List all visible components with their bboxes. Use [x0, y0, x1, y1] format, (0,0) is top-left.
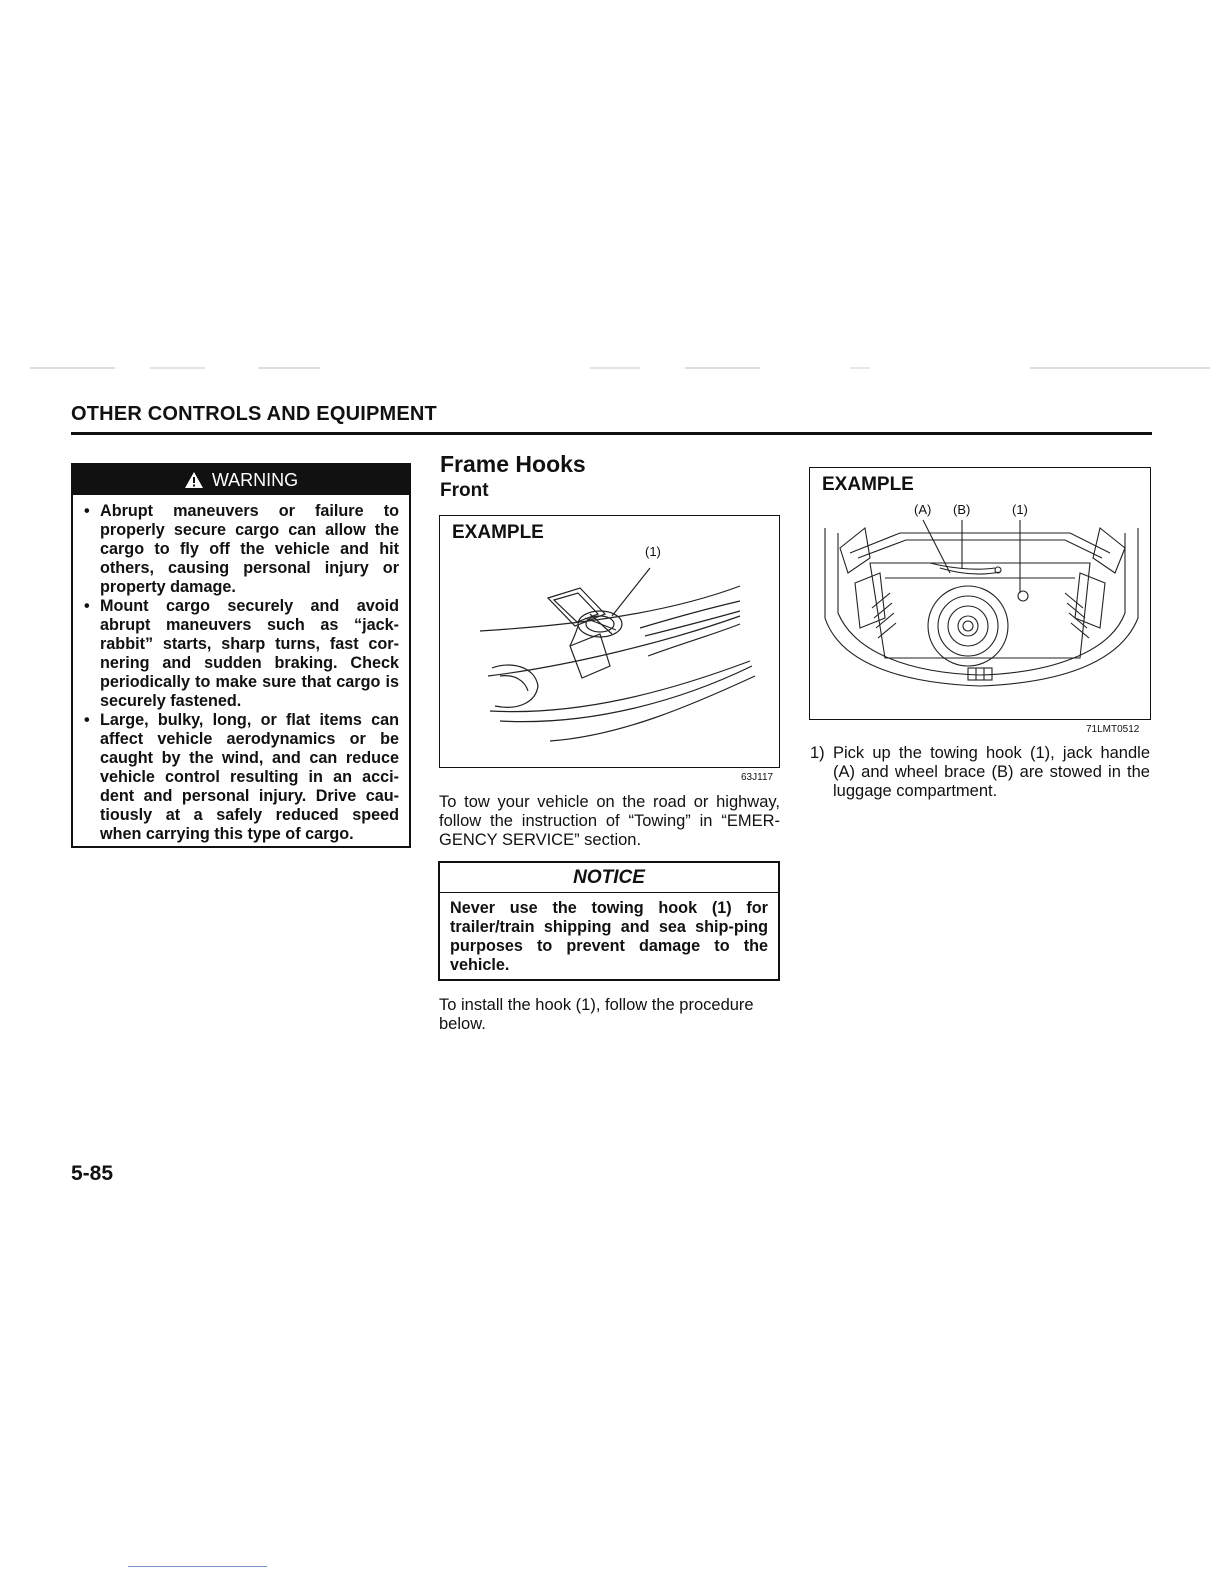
callout-a: (A) — [914, 502, 932, 517]
figure-code: 71LMT0512 — [1086, 724, 1140, 735]
step-text: Pick up the towing hook (1), jack handle (A) and wheel brace (B) are stowed in the luggage compartment. — [833, 744, 1150, 800]
figure-label: EXAMPLE — [822, 474, 914, 495]
bottom-rule — [128, 1566, 267, 1567]
page-number: 5-85 — [71, 1162, 114, 1185]
section-subtitle: Front — [440, 480, 489, 501]
warning-label: WARNING — [211, 469, 299, 490]
front-hook-illustration — [440, 516, 779, 767]
scan-artifact-line — [0, 367, 1224, 369]
figure-code: 63J117 — [741, 772, 774, 783]
figure-luggage-compartment — [809, 467, 1151, 720]
warning-item: • Mount cargo securely and avoid abrupt maneuvers such as “jack-rabbit” starts, sharp turns, fast cor-nering and sudden braking. Check periodically to make sure that cargo is securely fastened. — [81, 597, 399, 711]
step-number: 1) — [810, 744, 825, 762]
notice-box — [438, 861, 780, 981]
page-header-title: OTHER CONTROLS AND EQUIPMENT — [71, 403, 437, 425]
callout-b: (B) — [953, 502, 971, 517]
figure-label: EXAMPLE — [452, 522, 544, 543]
callout-1: (1) — [1012, 502, 1028, 517]
callout-1: (1) — [645, 544, 661, 559]
warning-triangle-icon — [184, 471, 204, 489]
figure-front-hook — [439, 515, 780, 768]
paragraph-towing: To tow your vehicle on the road or highway, follow the instruction of “Towing” in “EMER-GENCY SERVICE” section. — [439, 793, 780, 849]
step-item — [810, 744, 1150, 801]
section-title: Frame Hooks — [440, 451, 586, 477]
header-rule — [71, 432, 1152, 435]
warning-item: • Large, bulky, long, or flat items can affect vehicle aerodynamics or be caught by the wind, and can reduce vehicle control resulting in an acci-dent and personal injury. Drive cau-tiously at a safely reduced speed when carrying this type of cargo. — [81, 711, 399, 844]
warning-list — [73, 495, 409, 844]
luggage-compartment-illustration — [810, 468, 1150, 719]
warning-header — [73, 465, 409, 495]
notice-title: NOTICE — [440, 863, 778, 893]
notice-body: Never use the towing hook (1) for trailer/train shipping and sea ship-ping purposes to prevent damage to the vehicle. — [450, 899, 768, 974]
paragraph-install: To install the hook (1), follow the procedure below. — [439, 996, 754, 1033]
warning-item: • Abrupt maneuvers or failure to properly secure cargo can allow the cargo to fly off the vehicle and hit others, causing personal injury or property damage. — [81, 502, 399, 597]
warning-box — [71, 463, 411, 848]
